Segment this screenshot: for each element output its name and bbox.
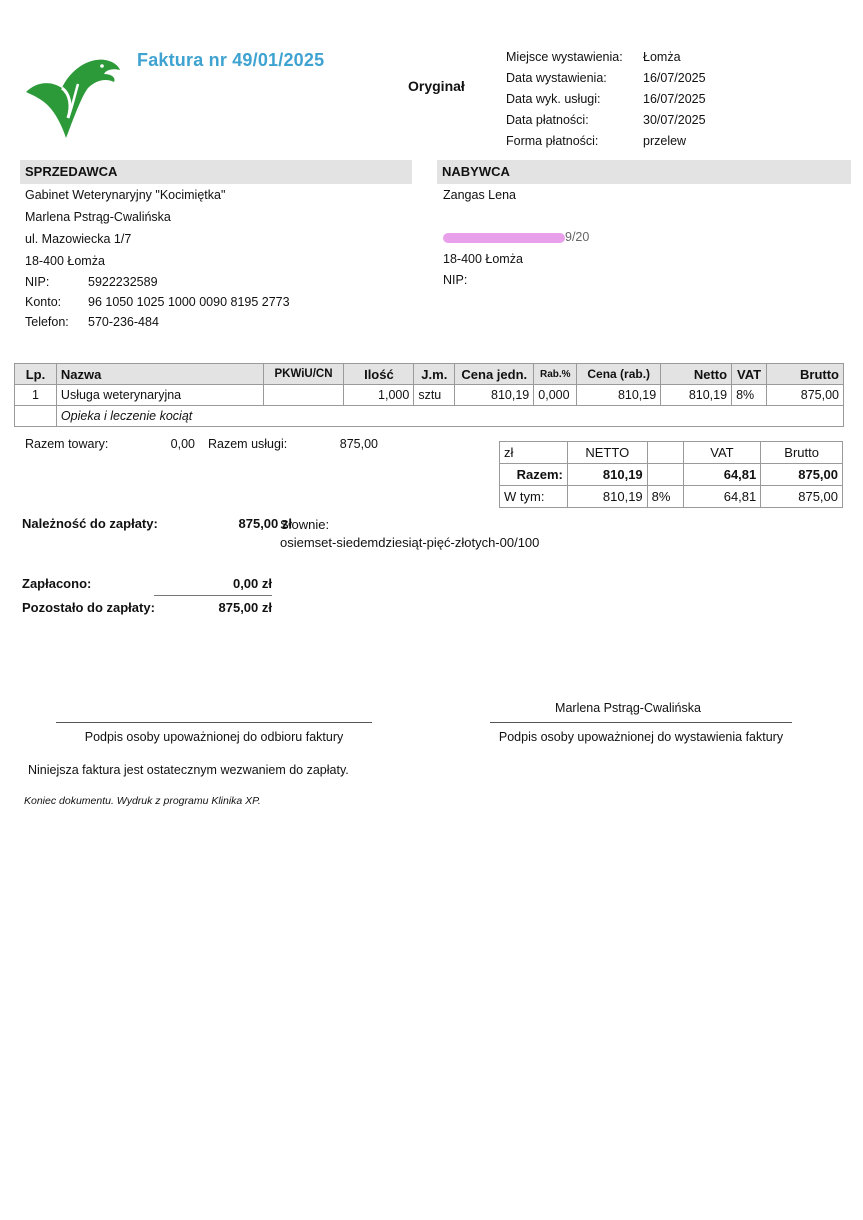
paid-amount: 0,00 zł xyxy=(232,576,272,591)
due-amount: 875,00 zł xyxy=(238,516,292,531)
buyer-details xyxy=(443,184,589,290)
cell-pkwiu xyxy=(263,385,344,406)
col-header: Rab.% xyxy=(534,364,577,385)
col-header: Cena (rab.) xyxy=(577,364,661,385)
services-label: Razem usługi: xyxy=(208,437,288,451)
totals-line xyxy=(25,437,378,451)
buyer-nip-row xyxy=(443,270,589,290)
buyer-heading: NABYWCA xyxy=(437,160,851,184)
seller-heading: SPRZEDAWCA xyxy=(20,160,412,184)
phone-label: Telefon: xyxy=(25,315,69,329)
account-label: Konto: xyxy=(25,295,62,309)
meta-label: Forma płatności: xyxy=(506,133,599,148)
meta-row xyxy=(506,68,706,89)
issuer-signature-caption: Podpis osoby upoważnionej do wystawienia faktury xyxy=(498,730,784,744)
seller-owner: Marlena Pstrąg-Cwalińska xyxy=(25,210,171,224)
vat-summary-table xyxy=(499,441,843,508)
payment-status xyxy=(22,576,272,626)
col-header: J.m. xyxy=(414,364,455,385)
receiver-signature-line xyxy=(56,722,372,723)
buyer-name: Zangas Lena xyxy=(443,188,516,202)
cell-empty xyxy=(15,406,57,427)
col-header: Lp. xyxy=(15,364,57,385)
services-value: 875,00 xyxy=(339,437,378,451)
buyer-address-fragment: 9/20 xyxy=(565,230,590,244)
sum-label: Razem: xyxy=(500,464,568,486)
meta-value: przelew xyxy=(643,133,687,148)
cell-price: 810,19 xyxy=(455,385,534,406)
paid-label: Zapłacono: xyxy=(22,576,92,591)
vat-header: VAT xyxy=(683,442,761,464)
seller-city: 18-400 Łomża xyxy=(25,254,105,268)
amount-in-words: osiemset-siedemdziesiąt-pięć-złotych-00/100 xyxy=(280,535,540,550)
sum-net: 810,19 xyxy=(567,464,647,486)
incl-rate: 8% xyxy=(647,486,683,508)
col-header: Ilość xyxy=(344,364,414,385)
vat-header-row xyxy=(500,442,843,464)
seller-account-row xyxy=(25,292,290,312)
cell-empty xyxy=(647,464,683,486)
col-header: Nazwa xyxy=(56,364,263,385)
remaining-label: Pozostało do zapłaty: xyxy=(22,600,155,615)
incl-net: 810,19 xyxy=(567,486,647,508)
col-header: VAT xyxy=(732,364,767,385)
meta-value: Łomża xyxy=(643,50,681,65)
meta-value: 16/07/2025 xyxy=(643,91,706,106)
seller-details xyxy=(25,184,290,332)
invoice-title: Faktura nr 49/01/2025 xyxy=(137,50,325,70)
meta-value: 30/07/2025 xyxy=(643,112,706,127)
meta-row xyxy=(506,89,706,110)
cell-price-disc: 810,19 xyxy=(577,385,661,406)
meta-row xyxy=(506,130,706,151)
items-header-row xyxy=(15,364,844,385)
gross-header: Brutto xyxy=(761,442,843,464)
meta-value: 16/07/2025 xyxy=(643,71,706,86)
cell-lp: 1 xyxy=(15,385,57,406)
seller-nip-row xyxy=(25,272,290,292)
issuer-signature-line xyxy=(490,722,792,723)
cell-vat: 8% xyxy=(732,385,767,406)
seller-phone-row xyxy=(25,312,290,332)
cell-unit: sztu xyxy=(414,385,455,406)
due-label: Należność do zapłaty: xyxy=(22,516,158,531)
meta-row xyxy=(506,109,706,130)
green-bird-logo xyxy=(22,52,122,140)
meta-label: Miejsce wystawienia: xyxy=(506,50,623,65)
redaction-mark xyxy=(443,233,565,243)
seller-account: 96 1050 1025 1000 0090 8195 2773 xyxy=(88,295,290,309)
cell-gross: 875,00 xyxy=(767,385,844,406)
incl-gross: 875,00 xyxy=(761,486,843,508)
net-header: NETTO xyxy=(567,442,647,464)
nip-label: NIP: xyxy=(25,275,50,289)
cell-qty: 1,000 xyxy=(344,385,414,406)
incl-label: W tym: xyxy=(500,486,568,508)
goods-value: 0,00 xyxy=(170,437,195,451)
buyer-address xyxy=(443,226,589,248)
col-header: PKWiU/CN xyxy=(263,364,344,385)
sum-gross: 875,00 xyxy=(761,464,843,486)
words-label: Słownie: xyxy=(280,517,330,532)
remaining-amount: 875,00 zł xyxy=(218,600,272,615)
items-table xyxy=(14,363,844,427)
col-header: Netto xyxy=(661,364,732,385)
col-header: Brutto xyxy=(767,364,844,385)
buyer-city: 18-400 Łomża xyxy=(443,252,523,266)
spacer xyxy=(443,206,589,226)
cell-empty xyxy=(647,442,683,464)
issuer-name: Marlena Pstrąg-Cwalińska xyxy=(555,701,701,715)
meta-row xyxy=(506,47,706,68)
currency-cell: zł xyxy=(500,442,568,464)
invoice-meta xyxy=(506,47,706,151)
table-row xyxy=(15,385,844,406)
cell-net: 810,19 xyxy=(661,385,732,406)
cell-name: Usługa weterynaryjna xyxy=(56,385,263,406)
seller-name: Gabinet Weterynaryjny "Kocimiętka" xyxy=(25,188,226,202)
copy-label: Oryginał xyxy=(408,78,465,94)
receiver-signature-caption: Podpis osoby upoważnionej do odbioru faktury xyxy=(84,730,344,744)
meta-label: Data płatności: xyxy=(506,112,589,127)
incl-vat: 64,81 xyxy=(683,486,761,508)
end-note: Koniec dokumentu. Wydruk z programu Klinika XP. xyxy=(24,795,261,807)
seller-phone: 570-236-484 xyxy=(88,315,159,329)
vat-sum-row xyxy=(500,464,843,486)
vat-incl-row xyxy=(500,486,843,508)
divider xyxy=(154,595,272,596)
table-row-description xyxy=(15,406,844,427)
meta-label: Data wystawienia: xyxy=(506,71,607,86)
cell-description: Opieka i leczenie kociąt xyxy=(56,406,843,427)
meta-label: Data wyk. usługi: xyxy=(506,91,601,106)
col-header: Cena jedn. xyxy=(455,364,534,385)
seller-street: ul. Mazowiecka 1/7 xyxy=(25,232,132,246)
final-notice: Niniejsza faktura jest ostatecznym wezwaniem do zapłaty. xyxy=(28,763,349,777)
nip-label: NIP: xyxy=(443,273,468,287)
goods-label: Razem towary: xyxy=(25,437,109,451)
cell-discount: 0,000 xyxy=(534,385,577,406)
sum-vat: 64,81 xyxy=(683,464,761,486)
seller-nip: 5922232589 xyxy=(88,275,158,289)
